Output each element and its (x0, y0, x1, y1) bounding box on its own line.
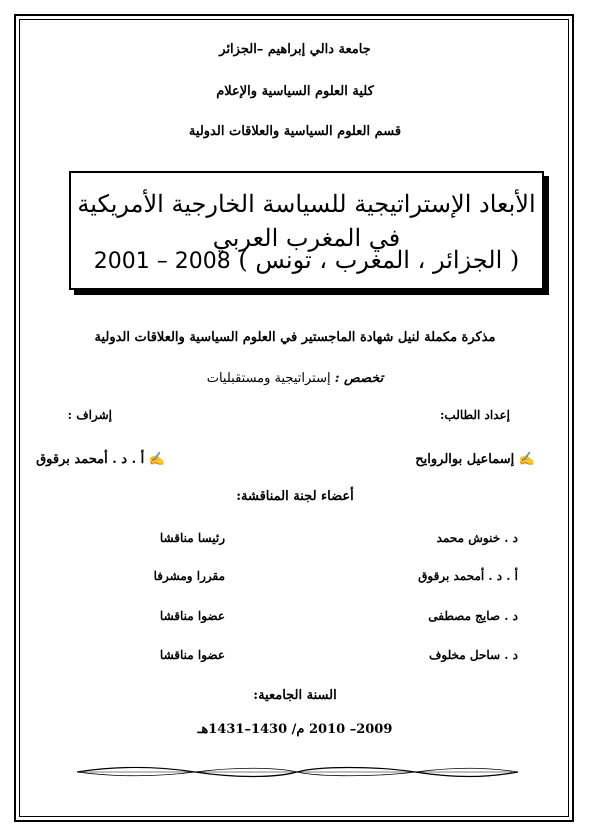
specialization-label: تخصص : (334, 371, 384, 386)
committee-member-name: أ . د . أمحمد برقوق (418, 569, 518, 583)
thesis-title: الأبعاد الإستراتيجية للسياسة الخارجية الأمريكية في المغرب العربي (77, 190, 536, 252)
specialization-value: إستراتيجية ومستقبليات (206, 371, 331, 386)
thesis-subtitle (71, 243, 542, 279)
subtitle-countries: ( الجزائر ، المغرب ، تونس ) (238, 246, 520, 274)
academic-year-value: 2009– 2010 م/ 1430–1431هـ (197, 722, 393, 737)
preparation-label: إعداد الطالب: (439, 408, 510, 422)
committee-title: أعضاء لجنة المناقشة: (236, 489, 354, 504)
committee-member-name: د . ساحل مخلوف (428, 648, 518, 662)
committee-member-name: د . خنوش محمد (436, 531, 518, 545)
supervisor-name: ✍ أ . د . أمحمد برقوق (36, 452, 165, 467)
memo-statement: مذكرة مكملة لنيل شهادة الماجستير في العلوم السياسية والعلاقات الدولية (94, 330, 496, 345)
faculty-name: كلية العلوم السياسية والإعلام (216, 84, 374, 99)
committee-member-role: مقررا ومشرفا (153, 569, 225, 583)
subtitle-years: 2001 – 2008 (93, 249, 231, 274)
committee-member-role: عضوا مناقشا (159, 648, 225, 662)
decorative-divider (75, 765, 520, 779)
thesis-title-box (69, 171, 544, 290)
supervision-label: إشراف : (67, 408, 112, 422)
department-name: قسم العلوم السياسية والعلاقات الدولية (188, 124, 402, 139)
committee-member-role: رئيسا مناقشا (159, 531, 225, 545)
committee-member-role: عضوا مناقشا (159, 609, 225, 623)
university-name: جامعة دالي إبراهيم –الجزائر (219, 42, 371, 57)
specialization (0, 371, 590, 386)
committee-member-name: د . صايج مصطفى (428, 609, 518, 623)
academic-year-label: السنة الجامعية: (253, 688, 337, 703)
student-name: ✍ إسماعيل بوالروايح (415, 452, 535, 467)
